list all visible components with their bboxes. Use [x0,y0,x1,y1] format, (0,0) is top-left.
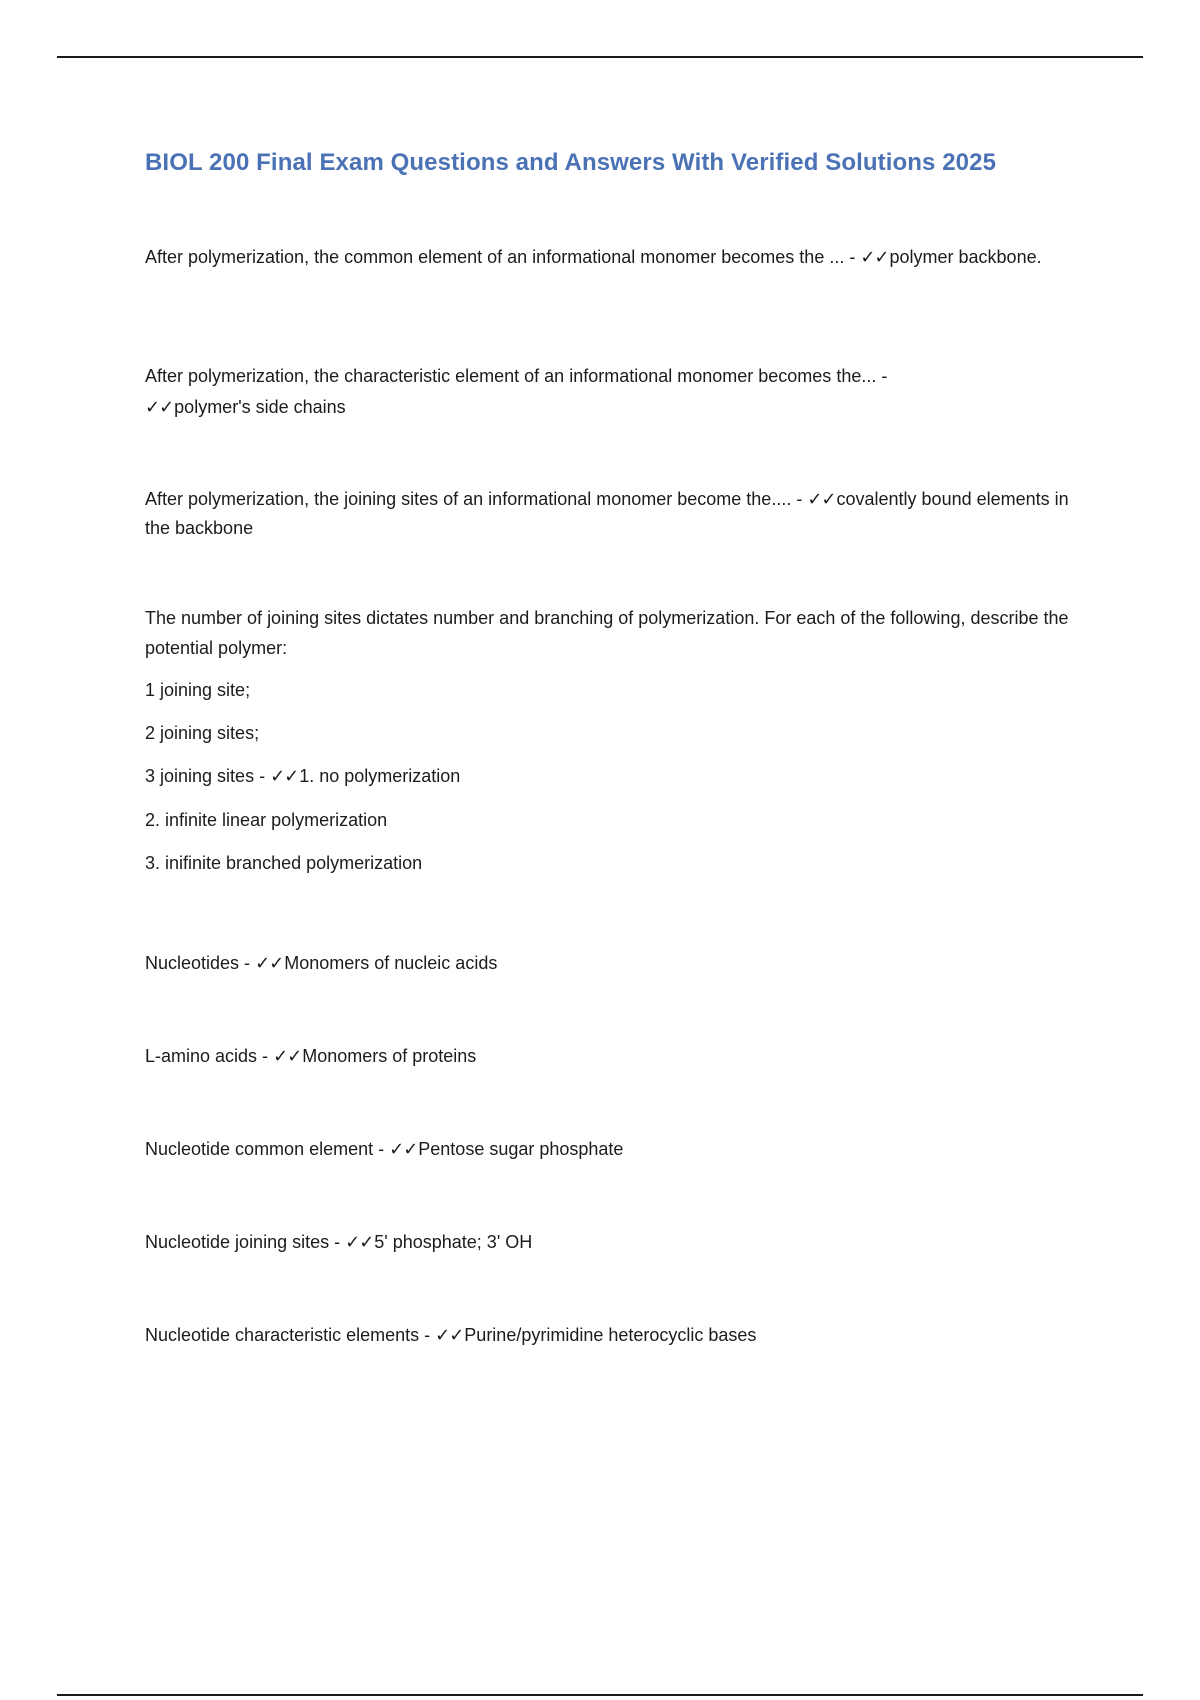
double-check-icon: ✓✓ [270,766,299,787]
top-rule [57,56,1143,58]
qa-item-4 [145,603,1090,892]
answer-text: polymer's side chains [174,397,346,417]
answer-line: 2. infinite linear polymerization [145,810,388,830]
answer-text: polymer backbone. [889,247,1042,267]
document-title: BIOL 200 Final Exam Questions and Answers With Verified Solutions 2025 [145,149,997,176]
answer-line: 3. inifinite branched polymerization [145,853,423,873]
double-check-icon: ✓✓ [435,1325,464,1346]
question-text: After polymerization, the common element of an informational monomer becomes the ... - [145,247,861,267]
document-body [145,143,1090,1346]
bottom-rule [57,1694,1143,1696]
qa-item-9 [145,1321,1090,1350]
answer-text: covalently bound elements in the backbone [145,489,1069,538]
question-text: 3 joining sites - [145,766,271,786]
question-text: After polymerization, the characteristic element of an informational monomer becomes the... - [145,366,888,386]
answer-text: Monomers of proteins [302,1046,477,1066]
double-check-icon: ✓✓ [860,247,889,268]
qa-item-5 [145,949,1090,978]
question-text: Nucleotides - [145,953,256,973]
double-check-icon: ✓✓ [145,397,174,418]
answer-text: Monomers of nucleic acids [284,953,498,973]
double-check-icon: ✓✓ [255,953,284,974]
answer-text: Pentose sugar phosphate [418,1139,624,1159]
question-line: 2 joining sites; [145,723,260,743]
double-check-icon: ✓✓ [345,1232,374,1253]
question-text: After polymerization, the joining sites of an informational monomer become the.... - [145,489,808,509]
answer-text: 1. no polymerization [299,766,461,786]
question-answer-line [145,762,1090,791]
qa-item-3 [145,485,1090,542]
double-check-icon: ✓✓ [273,1046,302,1067]
qa-item-6 [145,1042,1090,1071]
question-line: 1 joining site; [145,680,251,700]
answer-text: Purine/pyrimidine heterocyclic bases [464,1325,757,1345]
answer-text: 5' phosphate; 3' OH [374,1232,533,1252]
double-check-icon: ✓✓ [389,1139,418,1160]
question-text: Nucleotide characteristic elements - [145,1325,436,1345]
qa-item-2 [145,361,1090,423]
question-text: Nucleotide common element - [145,1139,390,1159]
double-check-icon: ✓✓ [807,489,836,510]
qa-item-1 [145,243,1090,272]
question-text: Nucleotide joining sites - [145,1232,346,1252]
question-text: L-amino acids - [145,1046,274,1066]
qa-item-8 [145,1228,1090,1257]
qa-item-7 [145,1135,1090,1164]
question-text: The number of joining sites dictates number and branching of polymerization. For each of the following, describe the potential polymer: [145,608,1069,658]
